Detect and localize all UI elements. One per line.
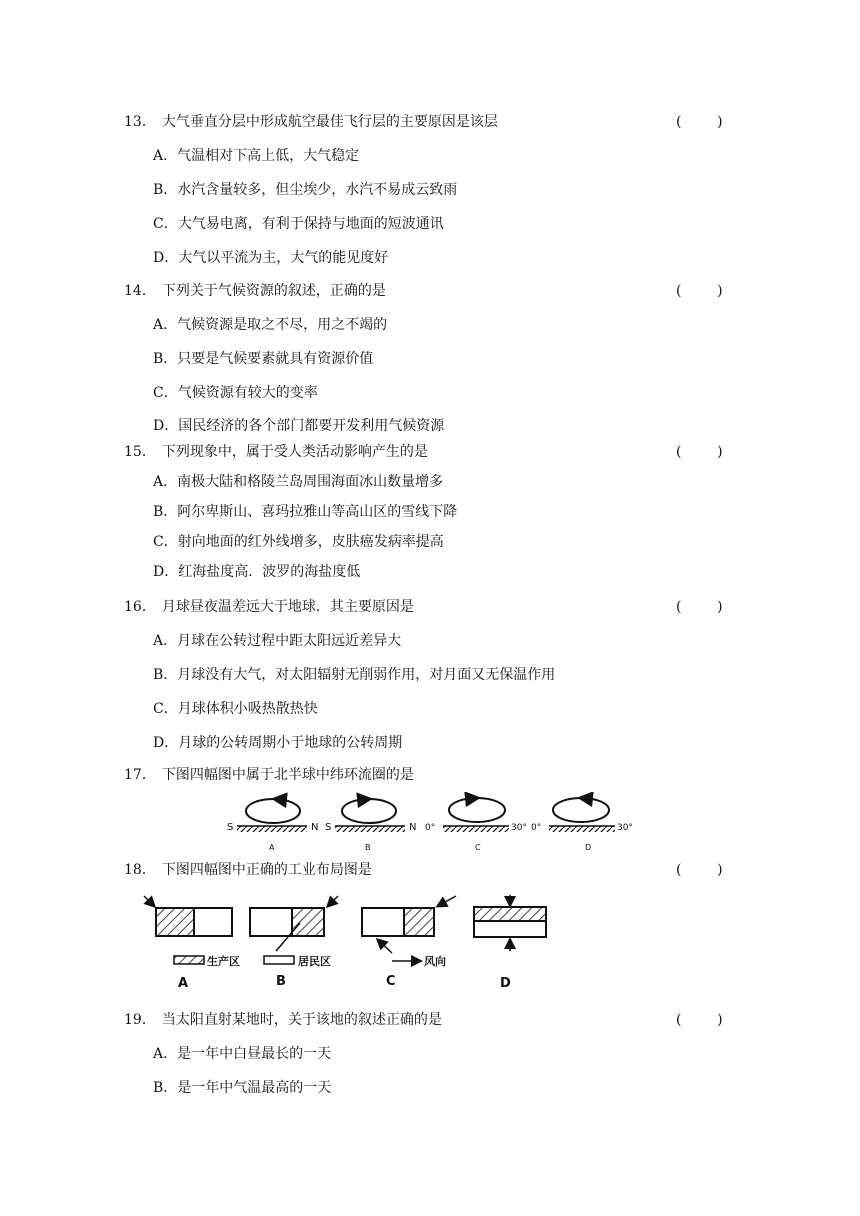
layout-a[interactable] <box>144 896 232 936</box>
question-19-stem <box>124 1011 442 1029</box>
option-c[interactable]: C．气候资源有较大的变率 <box>153 385 318 401</box>
legend <box>174 954 446 968</box>
option-d[interactable]: D．红海盐度高．波罗的海盐度低 <box>153 564 361 580</box>
question-17-stem <box>124 766 414 784</box>
left-label: S <box>227 822 234 833</box>
option-b[interactable]: B．只要是气候要素就具有资源价值 <box>153 351 374 367</box>
option-a[interactable]: A．南极大陆和格陵兰岛周围海面冰山数量增多 <box>153 474 444 490</box>
option-c[interactable]: C．射向地面的红外线增多，皮肤癌发病率提高 <box>153 534 444 550</box>
left-label: S <box>325 822 332 833</box>
figure-18-industrial-layout <box>140 893 560 993</box>
option-d[interactable]: D．月球的公转周期小于地球的公转周期 <box>153 735 403 751</box>
question-18-stem <box>124 861 372 879</box>
question-number: 19． <box>124 1012 156 1028</box>
question-number: 13． <box>124 114 156 130</box>
panel-a[interactable] <box>227 799 318 852</box>
option-a[interactable]: A．气温相对下高上低，大气稳定 <box>153 148 360 164</box>
answer-bracket[interactable]: ( ) <box>676 599 723 615</box>
legend-production-swatch <box>174 956 204 964</box>
answer-bracket[interactable]: ( ) <box>676 444 723 460</box>
option-c[interactable]: C．大气易电离，有利于保持与地面的短波通讯 <box>153 216 444 232</box>
question-text: 下图四幅图中正确的工业布局图是 <box>161 862 372 878</box>
option-d[interactable]: D．国民经济的各个部门都要开发利用气候资源 <box>153 418 445 434</box>
question-text: 月球昼夜温差远大于地球．其主要原因是 <box>161 599 414 615</box>
option-a[interactable]: A．月球在公转过程中距太阳远近差异大 <box>153 633 402 649</box>
layout-b[interactable] <box>250 896 338 951</box>
figure-17-circulation-diagram <box>215 792 645 854</box>
left-label: 0° <box>531 823 542 833</box>
answer-bracket[interactable]: ( ) <box>676 1012 723 1028</box>
question-text: 大气垂直分层中形成航空最佳飞行层的主要原因是该层 <box>161 114 498 130</box>
question-text: 下图四幅图中属于北半球中纬环流圈的是 <box>161 767 414 783</box>
legend-wind-label: 风向 <box>424 955 446 968</box>
layout-c[interactable] <box>362 896 456 953</box>
right-label: N <box>409 822 417 833</box>
option-b[interactable]: B．是一年中气温最高的一天 <box>153 1080 332 1096</box>
panel-b[interactable] <box>325 799 416 852</box>
option-d[interactable]: D．大气以平流为主，大气的能见度好 <box>153 250 389 266</box>
question-number: 15． <box>124 444 156 460</box>
panel-c[interactable] <box>425 798 527 852</box>
option-c[interactable]: C．月球体积小吸热散热快 <box>153 701 318 717</box>
right-label: N <box>311 822 319 833</box>
caption-d: D <box>500 976 511 991</box>
panel-caption: A <box>269 843 275 852</box>
question-14-stem <box>124 282 386 300</box>
question-13-stem <box>124 113 498 131</box>
legend-residential-label: 居民区 <box>298 955 331 968</box>
right-label: 30° <box>511 823 527 833</box>
option-b[interactable]: B．阿尔卑斯山、喜玛拉雅山等高山区的雪线下降 <box>153 504 458 520</box>
answer-bracket[interactable]: ( ) <box>676 114 723 130</box>
panel-caption: C <box>475 843 481 852</box>
layout-d[interactable] <box>474 895 546 951</box>
answer-bracket[interactable]: ( ) <box>676 283 723 299</box>
answer-bracket[interactable]: ( ) <box>676 862 723 878</box>
option-b[interactable]: B．水汽含量较多，但尘埃少，水汽不易成云致雨 <box>153 182 458 198</box>
question-number: 16． <box>124 599 156 615</box>
question-text: 下列现象中，属于受人类活动影响产生的是 <box>161 444 428 460</box>
panel-caption: D <box>585 843 592 852</box>
option-a[interactable]: A．是一年中白昼最长的一天 <box>153 1046 332 1062</box>
panel-caption: B <box>365 843 371 852</box>
legend-residential-swatch <box>264 956 294 964</box>
question-number: 18． <box>124 862 156 878</box>
caption-a: A <box>178 976 189 991</box>
question-text: 当太阳直射某地时，关于该地的叙述正确的是 <box>161 1012 442 1028</box>
right-label: 30° <box>617 823 633 833</box>
left-label: 0° <box>425 823 436 833</box>
legend-production-label: 生产区 <box>207 955 240 968</box>
panel-d[interactable] <box>531 798 633 852</box>
question-16-stem <box>124 598 414 616</box>
question-number: 17． <box>124 767 156 783</box>
question-15-stem <box>124 443 428 461</box>
question-text: 下列关于气候资源的叙述，正确的是 <box>161 283 386 299</box>
option-a[interactable]: A．气候资源是取之不尽，用之不竭的 <box>153 317 388 333</box>
caption-b: B <box>276 974 286 989</box>
option-b[interactable]: B．月球没有大气，对太阳辐射无削弱作用，对月面又无保温作用 <box>153 667 556 683</box>
caption-c: C <box>386 974 396 989</box>
question-number: 14． <box>124 283 156 299</box>
